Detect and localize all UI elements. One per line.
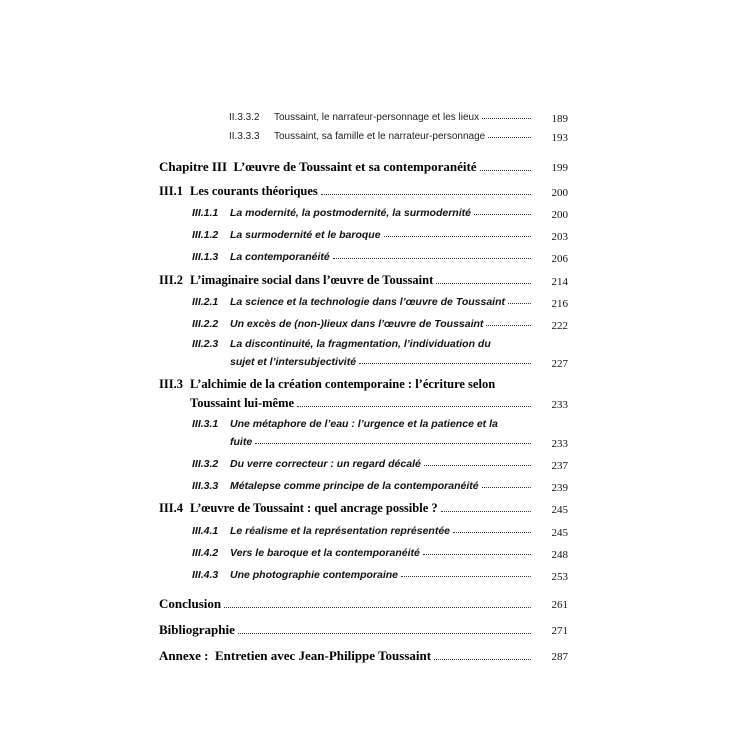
toc-chapter-entry[interactable] (159, 622, 534, 638)
entry-page: 227 (551, 358, 568, 370)
entry-number: III.1.1 (192, 207, 219, 219)
dot-leader (508, 302, 531, 304)
entry-page: 253 (551, 571, 568, 583)
entry-title: Chapitre III L’œuvre de Toussaint et sa contemporanéité (159, 159, 477, 174)
dot-leader (441, 510, 531, 512)
entry-page: 206 (551, 253, 568, 265)
entry-number: III.3.1 (192, 418, 219, 430)
entry-page: 248 (551, 549, 568, 561)
toc-chapter-entry[interactable] (159, 159, 534, 175)
toc-subsection-entry[interactable] (192, 207, 534, 219)
toc-subsection-entry[interactable] (192, 318, 534, 330)
dot-leader (486, 324, 531, 326)
toc-subsection-entry[interactable] (192, 418, 498, 430)
dot-leader (224, 606, 531, 608)
entry-page: 203 (551, 231, 568, 243)
toc-section-entry[interactable] (159, 501, 534, 516)
dot-leader (434, 658, 531, 660)
dot-leader (297, 405, 531, 407)
entry-number: III.3.2 (192, 458, 219, 470)
entry-title: Annexe : Entretien avec Jean-Philippe Toussaint (159, 648, 432, 663)
entry-title: La contemporanéité (230, 251, 330, 263)
entry-page: 239 (551, 482, 568, 494)
entry-page: 216 (551, 298, 568, 310)
entry-title-line2: Toussaint lui-même (190, 396, 295, 410)
toc-subsection-entry[interactable] (192, 569, 534, 581)
entry-title: La modernité, la postmodernité, la surmodernité (230, 207, 471, 219)
dot-leader (333, 257, 531, 259)
entry-page: 200 (551, 209, 568, 221)
entry-number: III.2.3 (192, 338, 219, 350)
entry-title: Un excès de (non-)lieux dans l’œuvre de Toussaint (230, 318, 484, 330)
entry-page: 261 (551, 599, 568, 611)
toc-chapter-entry[interactable] (159, 596, 534, 612)
entry-page: 245 (551, 504, 568, 516)
entry-page: 214 (551, 276, 568, 288)
toc-subsection-entry[interactable] (192, 338, 491, 350)
entry-number: III.4.3 (192, 569, 219, 581)
dot-leader (482, 117, 531, 119)
entry-title-line2: sujet et l’intersubjectivité (230, 356, 357, 368)
entry-number: III.3 (159, 377, 183, 391)
dot-leader (255, 442, 531, 444)
dot-leader (359, 362, 531, 364)
entry-page: 271 (551, 625, 568, 637)
entry-title: Les courants théoriques (190, 184, 318, 198)
entry-number: III.4.1 (192, 525, 219, 537)
entry-page: 199 (551, 162, 568, 174)
dot-leader (423, 553, 531, 555)
entry-page: 222 (551, 320, 568, 332)
entry-number: III.1.2 (192, 229, 219, 241)
toc-subsection-entry[interactable] (192, 547, 534, 559)
entry-number: III.2.1 (192, 296, 219, 308)
entry-page: 233 (551, 438, 568, 450)
entry-number: III.1.3 (192, 251, 219, 263)
toc-entry[interactable] (229, 112, 534, 123)
toc-subsection-entry[interactable] (192, 525, 534, 537)
entry-title: L’imaginaire social dans l’œuvre de Toussaint (190, 273, 434, 287)
entry-title: Conclusion (159, 596, 222, 611)
entry-number: II.3.3.3 (229, 131, 260, 142)
dot-leader (436, 282, 531, 284)
toc-chapter-entry[interactable] (159, 648, 534, 664)
entry-page: 200 (551, 187, 568, 199)
toc-subsection-entry[interactable] (192, 296, 534, 308)
entry-title-line2: fuite (230, 436, 253, 448)
toc-subsection-entry[interactable] (192, 458, 534, 470)
entry-page: 245 (551, 527, 568, 539)
toc-subsection-entry[interactable] (192, 229, 534, 241)
toc-entry-continuation[interactable] (230, 436, 534, 448)
dot-leader (321, 193, 531, 195)
entry-title: La surmodernité et le baroque (230, 229, 381, 241)
dot-leader (424, 464, 531, 466)
entry-page: 193 (551, 132, 568, 144)
entry-number: III.3.3 (192, 480, 219, 492)
entry-number: II.3.3.2 (229, 112, 260, 123)
toc-section-entry[interactable] (159, 273, 534, 288)
toc-entry[interactable] (229, 131, 534, 142)
entry-title: Métalepse comme principe de la contemporanéité (230, 480, 479, 492)
dot-leader (453, 531, 531, 533)
entry-title: Du verre correcteur : un regard décalé (230, 458, 421, 470)
entry-number: III.1 (159, 184, 183, 198)
dot-leader (384, 235, 531, 237)
entry-number: III.4.2 (192, 547, 219, 559)
entry-title: Vers le baroque et la contemporanéité (230, 547, 420, 559)
entry-title: L’œuvre de Toussaint : quel ancrage possible ? (190, 501, 438, 515)
toc-section-entry[interactable] (159, 184, 534, 199)
entry-page: 287 (551, 651, 568, 663)
dot-leader (474, 213, 531, 215)
entry-page: 233 (551, 399, 568, 411)
toc-subsection-entry[interactable] (192, 480, 534, 492)
entry-title-line1: L’alchimie de la création contemporaine : l’écriture selon (190, 377, 496, 391)
entry-title: Bibliographie (159, 622, 235, 637)
entry-number: III.2.2 (192, 318, 219, 330)
entry-number: III.4 (159, 501, 183, 515)
entry-title: La science et la technologie dans l’œuvre de Toussaint (230, 296, 506, 308)
dot-leader (401, 575, 531, 577)
toc-entry-continuation[interactable] (230, 356, 534, 368)
entry-title: Le réalisme et la représentation représentée (230, 525, 451, 537)
entry-page: 237 (551, 460, 568, 472)
dot-leader (488, 136, 531, 138)
entry-title: Une photographie contemporaine (230, 569, 399, 581)
entry-number: III.2 (159, 273, 183, 287)
toc-entry-continuation[interactable] (190, 396, 534, 411)
entry-title-line1: La discontinuité, la fragmentation, l’individuation du (230, 338, 491, 350)
dot-leader (480, 169, 531, 171)
entry-page: 189 (551, 113, 568, 125)
toc-subsection-entry[interactable] (192, 251, 534, 263)
dot-leader (482, 486, 531, 488)
entry-title: Toussaint, sa famille et le narrateur-personnage (274, 131, 486, 142)
dot-leader (238, 632, 531, 634)
toc-section-entry[interactable] (159, 377, 495, 392)
entry-title-line1: Une métaphore de l’eau : l’urgence et la patience et la (230, 418, 498, 430)
entry-title: Toussaint, le narrateur-personnage et les lieux (274, 112, 480, 123)
